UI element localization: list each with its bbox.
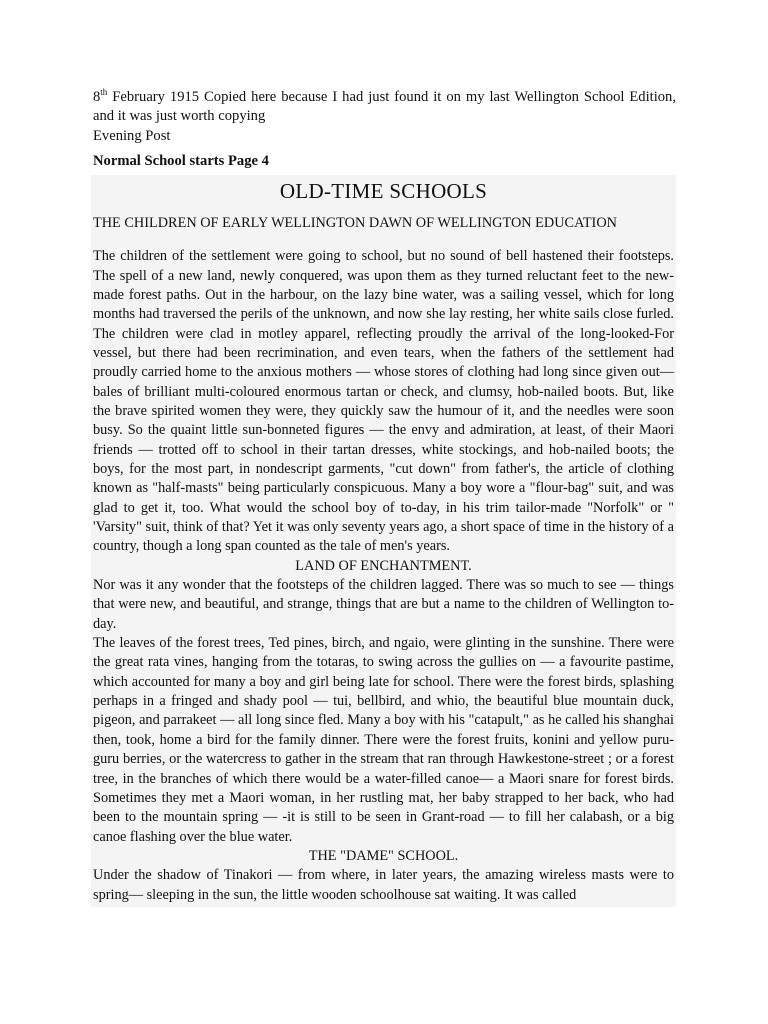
intro-date-number: 8 xyxy=(93,89,101,105)
article-paragraph: Nor was it any wonder that the footsteps of the children lagged. There was so much to see — things that were new, and beautiful, and strange, things that are but a name to the children of Wellington to-day. xyxy=(93,577,674,632)
article-title: OLD-TIME SCHOOLS xyxy=(279,179,488,204)
newspaper-clipping xyxy=(91,175,676,907)
section-heading-dame-school: THE "DAME" SCHOOL. xyxy=(308,847,459,864)
intro-note xyxy=(93,88,676,146)
section-heading-enchantment: LAND OF ENCHANTMENT. xyxy=(295,557,472,574)
intro-line xyxy=(93,88,676,127)
article-paragraph: Under the shadow of Tinakori — from where, in later years, the amazing wireless masts were to spring— sleeping in the sun, the little wooden schoolhouse sat waiting. It was called xyxy=(93,867,674,903)
article-paragraph: The leaves of the forest trees, Ted pines, birch, and ngaio, were glinting in the sunshine. There were the great rata vines, hanging from the totaras, to swing across the gullies on — a favourite pastime, which accounted for many a boy and girl being late for school. There were the forest birds, splashing perhaps in a fringed and shady pool — tui, bellbird, and whio, the beautiful blue mountain duck, pigeon, and parrakeet — all long since fled. Many a boy with his "catapult," as he called his shanghai then, took, home a bird for the family dinner. There were the forest fruits, konini and yellow puru-guru berries, or the watercress to gather in the stream that ran through Hawkestone-street ; or a forest tree, in the branches of which there would be a water-filled canoe— a Maori snare for forest birds. Sometimes they met a Maori woman, in her rustling mat, her baby strapped to her back, who had been to the mountain spring — -it is still to be seen in Grant-road — to fill her calabash, or a big canoe flashing over the blue water. xyxy=(93,635,674,845)
article-paragraph: The children of the settlement were going to school, but no sound of bell hastened their footsteps. The spell of a new land, newly conquered, was upon them as they turned reluctant feet to the new-made forest paths. Out in the harbour, on the lazy bine water, was a sailing vessel, which for long months had traversed the perils of the unknown, and now she lay resting, her white sails close furled. The children were clad in motley apparel, reflecting proudly the arrival of the long-looked-For vessel, but there had been recrimination, and even tears, when the fathers of the settlement had proudly carried home to the anxious mothers — whose stores of clothing had long since given out— bales of brilliant multi-coloured enormous tartan or check, and clumsy, hob-nailed boots. But, like the brave spirited women they were, they quickly saw the humour of it, and the needles were soon busy. So the quaint little sun-bonneted figures — the envy and admiration, at least, of their Maori friends — trotted off to school in their tartan dresses, white stockings, and hob-nailed boots; the boys, for the most part, in nondescript garments, "cut down" from father's, the article of clothing known as "half-masts" being particularly conspicuous. Many a boy wore a "flour-bag" suit, and was glad to get it, too. What would the school boy of to-day, in his trim tailor-made "Norfolk" or " 'Varsity" suit, think of that? Yet it was only seventy years ago, a short space of time in the history of a country, though a long span counted as the tale of men's years. xyxy=(93,248,674,555)
document-page xyxy=(93,86,676,907)
intro-source: Evening Post xyxy=(93,127,171,144)
intro-date-ordinal: th xyxy=(100,87,108,98)
intro-text: February 1915 Copied here because I had just found it on my last Wellington School Edition, and it was just worth copying xyxy=(93,89,676,125)
section-note-bold: Normal School starts Page 4 xyxy=(93,153,269,170)
article-subtitle: THE CHILDREN OF EARLY WELLINGTON DAWN OF WELLINGTON EDUCATION xyxy=(93,215,617,232)
